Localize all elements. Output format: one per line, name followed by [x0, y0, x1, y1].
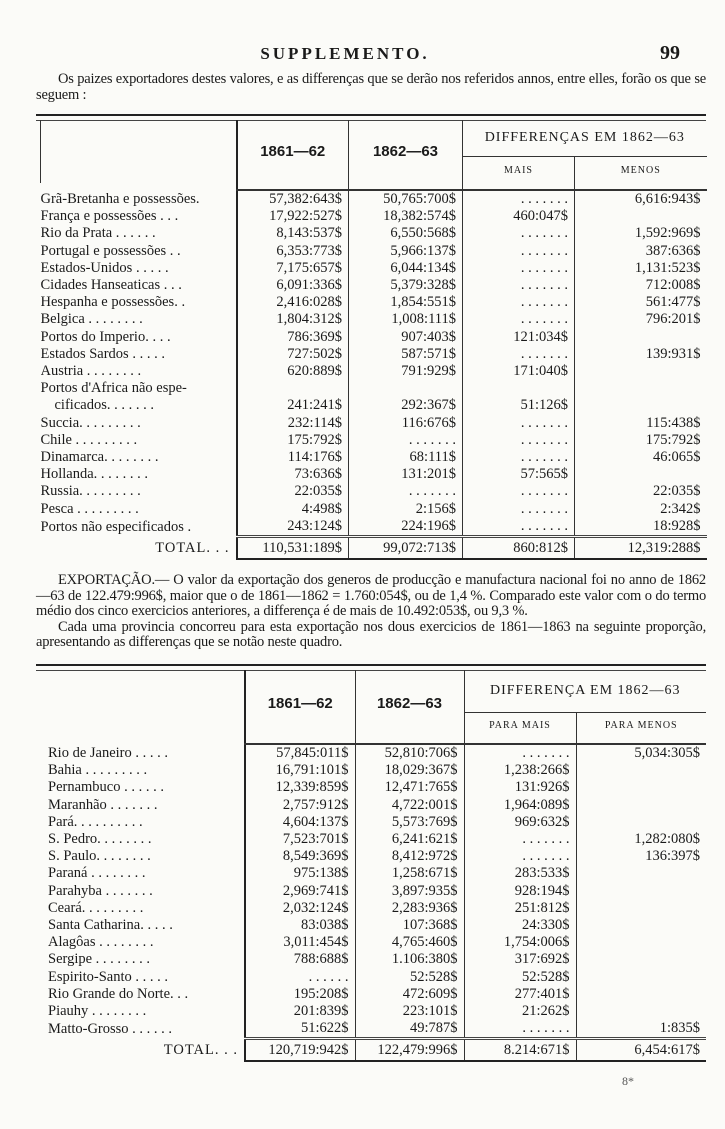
- value-1861-62: 7,523:701$: [245, 831, 355, 848]
- value-1862-63: 907:403$: [349, 329, 463, 346]
- diff-mais: 131:926$: [464, 779, 576, 796]
- intro-text: [36, 72, 706, 103]
- diff-menos: 387:636$: [575, 243, 707, 260]
- row-label: Belgica . . . . . . . .: [40, 311, 143, 328]
- exportation-text: [36, 573, 706, 651]
- row-label: Portugal e possessões . .: [40, 242, 181, 259]
- value-1862-63: 4,722:001$: [355, 797, 464, 814]
- diff-menos: 6,616:943$: [575, 190, 707, 208]
- value-1862-63: [349, 380, 463, 397]
- diff-menos: [576, 917, 706, 934]
- row-label: Chile . . . . . . . . .: [40, 431, 138, 448]
- value-1862-63: . . . . . . .: [349, 432, 463, 449]
- table-row: [41, 294, 707, 311]
- row-label: Portos não especificados .: [40, 518, 192, 535]
- diff-menos: [576, 883, 706, 900]
- value-1862-63: 587:571$: [349, 346, 463, 363]
- value-1862-63: 223:101$: [355, 1003, 464, 1020]
- value-1861-62: 786:369$: [237, 329, 349, 346]
- table-row: [48, 917, 706, 934]
- diff-mais: . . . . . . .: [463, 415, 575, 432]
- value-1861-62: 8,549:369$: [245, 848, 355, 865]
- diff-menos: [576, 762, 706, 779]
- value-1862-63: 107:368$: [355, 917, 464, 934]
- value-1862-63: 4,765:460$: [355, 934, 464, 951]
- diff-mais: . . . . . . .: [463, 518, 575, 537]
- table-row: [41, 311, 707, 328]
- diff-mais: 1,964:089$: [464, 797, 576, 814]
- value-1861-62: [237, 380, 349, 397]
- table-row: [48, 986, 706, 1003]
- table-row: [41, 260, 707, 277]
- diff-mais: 969:632$: [464, 814, 576, 831]
- value-1861-62: 3,011:454$: [245, 934, 355, 951]
- row-label: Cidades Hanseaticas . . .: [40, 277, 182, 294]
- exportation-paragraph: EXPORTAÇÃO.— O valor da exportação dos generos de producção e manufactura nacional foi no anno de 1862—63 de 122.479:996$, maior que o de 1861—1862 = 1.760:054$, ou de 1,4 %. Comparado este valor com o do termo médio dos cinco exercicios anteriores, a differença é de mais de 10.492:053$, ou 9,3 %.: [36, 572, 706, 619]
- row-label: Succia. . . . . . . . .: [40, 414, 141, 431]
- total-label: TOTAL. . .: [163, 1042, 238, 1059]
- diff-mais: . . . . . . .: [464, 848, 576, 865]
- diff-menos: 18:928$: [575, 518, 707, 537]
- value-1862-63: 52:528$: [355, 969, 464, 986]
- diff-mais: . . . . . . .: [463, 243, 575, 260]
- row-label: Pernambuco . . . . . .: [48, 779, 164, 796]
- row-label: Santa Catharina. . . . .: [48, 917, 173, 934]
- diff-menos: [575, 466, 707, 483]
- table-row: [48, 1003, 706, 1020]
- diff-menos: [576, 986, 706, 1003]
- value-1862-63: 292:367$: [349, 397, 463, 414]
- diff-mais: . . . . . . .: [464, 1020, 576, 1039]
- diff-mais: . . . . . . .: [463, 190, 575, 208]
- table-row: [41, 363, 707, 380]
- value-1861-62: 57,845:011$: [245, 744, 355, 762]
- differences-header: DIFFERENÇAS EM 1862—63: [463, 120, 707, 157]
- value-1862-63: 12,471:765$: [355, 779, 464, 796]
- table-body: [41, 190, 707, 564]
- page-number: 99: [660, 42, 680, 64]
- col-1861-62-header: 1861—62: [237, 120, 349, 183]
- value-1862-63: 131:201$: [349, 466, 463, 483]
- diff-mais: 51:126$: [463, 397, 575, 414]
- row-label: Matto-Grosso . . . . . .: [48, 1021, 173, 1037]
- row-label: Estados-Unidos . . . . .: [40, 259, 169, 276]
- diff-menos: 712:008$: [575, 277, 707, 294]
- value-1861-62: 788:688$: [245, 951, 355, 968]
- row-label: Bahia . . . . . . . . .: [48, 762, 148, 779]
- row-label: Ceará. . . . . . . . .: [48, 899, 144, 916]
- diff-menos: [575, 208, 707, 225]
- value-1861-62: 73:636$: [237, 466, 349, 483]
- label-header: [48, 670, 245, 737]
- value-1862-63: 2:156$: [349, 501, 463, 518]
- diff-menos: 46:065$: [575, 449, 707, 466]
- table-row: [48, 744, 706, 762]
- row-label: Paraná . . . . . . . .: [48, 865, 146, 882]
- diff-menos: 1,282:080$: [576, 831, 706, 848]
- value-1861-62: 241:241$: [237, 397, 349, 414]
- diff-mais: 460:047$: [463, 208, 575, 225]
- table-row: [41, 415, 707, 432]
- diff-mais: 171:040$: [463, 363, 575, 380]
- value-1862-63: 8,412:972$: [355, 848, 464, 865]
- diff-mais: 317:692$: [464, 951, 576, 968]
- row-label: Rio Grande do Norte. . .: [48, 985, 189, 1002]
- diff-menos: [576, 797, 706, 814]
- diff-menos: [575, 397, 707, 414]
- value-1862-63: 68:111$: [349, 449, 463, 466]
- total-diff-mais: 860:812$: [463, 537, 575, 560]
- value-1862-63: 791:929$: [349, 363, 463, 380]
- value-1861-62: 195:208$: [245, 986, 355, 1003]
- value-1861-62: 1,804:312$: [237, 311, 349, 328]
- table-row: [48, 900, 706, 917]
- value-1861-62: 175:792$: [237, 432, 349, 449]
- table-row: [48, 934, 706, 951]
- diff-menos: [576, 865, 706, 882]
- table-row: [41, 466, 707, 483]
- value-1861-62: 2,969:741$: [245, 883, 355, 900]
- row-label: Portos d'Africa não espe-: [40, 380, 187, 397]
- diff-mais: 251:812$: [464, 900, 576, 917]
- provinces-paragraph: Cada uma provincia concorreu para esta exportação nos dous exercicios de 1861—1863 na seguinte proporção, apresentando as differenças que se notão neste quadro.: [36, 618, 706, 650]
- value-1862-63: 224:196$: [349, 518, 463, 537]
- diff-mais: . . . . . . .: [463, 294, 575, 311]
- row-label: Maranhão . . . . . . .: [48, 796, 158, 813]
- exports-by-country-table: [40, 120, 707, 564]
- difference-header: DIFFERENÇA EM 1862—63: [464, 670, 706, 713]
- value-1861-62: 16,791:101$: [245, 762, 355, 779]
- diff-menos: 561:477$: [575, 294, 707, 311]
- table-row: [41, 397, 707, 414]
- value-1862-63: 1,258:671$: [355, 865, 464, 882]
- row-label: Pesca . . . . . . . . .: [40, 500, 139, 517]
- table-row: [48, 883, 706, 900]
- diff-menos: [576, 1003, 706, 1020]
- diff-menos: [575, 363, 707, 380]
- value-1862-63: . . . . . . .: [349, 483, 463, 500]
- row-label: S. Pedro. . . . . . . .: [48, 831, 152, 848]
- table-row: [41, 329, 707, 346]
- value-1862-63: 18,029:367$: [355, 762, 464, 779]
- diff-menos: 175:792$: [575, 432, 707, 449]
- total-value-1861-62: 110,531:189$: [237, 537, 349, 560]
- diff-menos: 136:397$: [576, 848, 706, 865]
- value-1862-63: 5,573:769$: [355, 814, 464, 831]
- diff-mais: 21:262$: [464, 1003, 576, 1020]
- row-label: Portos do Imperio. . . .: [40, 328, 171, 345]
- table-row: [41, 501, 707, 518]
- diff-menos: 139:931$: [575, 346, 707, 363]
- para-menos-header: PARA MENOS: [576, 713, 706, 738]
- row-label: Hollanda. . . . . . . .: [40, 466, 149, 483]
- diff-menos: [575, 329, 707, 346]
- table-row: [48, 779, 706, 796]
- diff-mais: . . . . . . .: [464, 831, 576, 848]
- menos-header: MENOS: [575, 157, 707, 184]
- diff-menos: [576, 934, 706, 951]
- diff-mais: . . . . . . .: [463, 260, 575, 277]
- table-row: [41, 518, 707, 537]
- table-row: [48, 951, 706, 968]
- table-row: [48, 848, 706, 865]
- value-1861-62: 7,175:657$: [237, 260, 349, 277]
- row-label: Espirito-Santo . . . . .: [48, 968, 169, 985]
- diff-mais: . . . . . . .: [463, 277, 575, 294]
- value-1862-63: 18,382:574$: [349, 208, 463, 225]
- diff-mais: 121:034$: [463, 329, 575, 346]
- row-label: S. Paulo. . . . . . . .: [48, 848, 151, 865]
- diff-mais: . . . . . . .: [463, 501, 575, 518]
- page-title: SUPPLEMENTO.: [260, 44, 430, 63]
- value-1861-62: 201:839$: [245, 1003, 355, 1020]
- total-row: [48, 1039, 706, 1062]
- table-row: [41, 380, 707, 397]
- diff-mais: 1,238:266$: [464, 762, 576, 779]
- diff-menos: 1,131:523$: [575, 260, 707, 277]
- row-label: Sergipe . . . . . . . .: [48, 951, 151, 968]
- table-row: [41, 243, 707, 260]
- total-diff-mais: 8.214:671$: [464, 1039, 576, 1062]
- diff-mais: . . . . . . .: [463, 346, 575, 363]
- diff-menos: 22:035$: [575, 483, 707, 500]
- value-1861-62: 2,416:028$: [237, 294, 349, 311]
- table-row: [41, 449, 707, 466]
- total-diff-menos: 12,319:288$: [575, 537, 707, 560]
- value-1861-62: 6,353:773$: [237, 243, 349, 260]
- table-row: [48, 1020, 706, 1039]
- diff-mais: 57:565$: [463, 466, 575, 483]
- table-row: [48, 797, 706, 814]
- diff-mais: 24:330$: [464, 917, 576, 934]
- table-row: [41, 346, 707, 363]
- table-row: [41, 483, 707, 500]
- col-1862-63-header: 1862—63: [349, 120, 463, 183]
- total-value-1862-63: 99,072:713$: [349, 537, 463, 560]
- diff-mais: 277:401$: [464, 986, 576, 1003]
- table-row: [41, 432, 707, 449]
- diff-mais: [463, 380, 575, 397]
- value-1862-63: 52,810:706$: [355, 744, 464, 762]
- total-label: TOTAL. . .: [155, 539, 230, 556]
- diff-mais: . . . . . . .: [463, 483, 575, 500]
- diff-mais: . . . . . . .: [463, 432, 575, 449]
- value-1861-62: 4:498$: [237, 501, 349, 518]
- total-value-1861-62: 120,719:942$: [245, 1039, 355, 1062]
- diff-menos: [576, 951, 706, 968]
- diff-menos: [576, 969, 706, 986]
- value-1861-62: 4,604:137$: [245, 814, 355, 831]
- value-1861-62: 243:124$: [237, 518, 349, 537]
- table-body: [48, 744, 706, 1066]
- table-row: [41, 208, 707, 225]
- signature-mark: 8*: [622, 1074, 634, 1088]
- row-label: Piauhy . . . . . . . .: [48, 1003, 147, 1020]
- row-label: Dinamarca. . . . . . . .: [40, 449, 159, 466]
- value-1862-63: 6,241:621$: [355, 831, 464, 848]
- row-label: Estados Sardos . . . . .: [40, 345, 165, 362]
- diff-menos: 2:342$: [575, 501, 707, 518]
- value-1862-63: 49:787$: [355, 1020, 464, 1039]
- value-1861-62: . . . . . .: [245, 969, 355, 986]
- total-value-1862-63: 122,479:996$: [355, 1039, 464, 1062]
- diff-mais: . . . . . . .: [463, 449, 575, 466]
- value-1861-62: 232:114$: [237, 415, 349, 432]
- value-1861-62: 51:622$: [245, 1020, 355, 1039]
- value-1862-63: 5,966:137$: [349, 243, 463, 260]
- diff-menos: 1:835$: [576, 1020, 706, 1039]
- value-1861-62: 975:138$: [245, 865, 355, 882]
- diff-mais: . . . . . . .: [463, 225, 575, 242]
- row-label: Russia. . . . . . . . .: [40, 483, 141, 500]
- value-1862-63: 6,550:568$: [349, 225, 463, 242]
- diff-mais: 928:194$: [464, 883, 576, 900]
- diff-menos: [576, 900, 706, 917]
- value-1861-62: 6,091:336$: [237, 277, 349, 294]
- diff-menos: [576, 779, 706, 796]
- value-1862-63: 1,008:111$: [349, 311, 463, 328]
- table-row: [48, 814, 706, 831]
- row-label: Parahyba . . . . . . .: [48, 882, 153, 899]
- diff-mais: 52:528$: [464, 969, 576, 986]
- value-1861-62: 57,382:643$: [237, 190, 349, 208]
- value-1862-63: 5,379:328$: [349, 277, 463, 294]
- value-1862-63: 2,283:936$: [355, 900, 464, 917]
- value-1862-63: 3,897:935$: [355, 883, 464, 900]
- diff-menos: [576, 814, 706, 831]
- table-row: [48, 762, 706, 779]
- value-1862-63: 116:676$: [349, 415, 463, 432]
- row-label: Austria . . . . . . . .: [40, 363, 142, 380]
- col-1861-62-header: 1861—62: [245, 670, 355, 737]
- diff-mais: 283:533$: [464, 865, 576, 882]
- row-label: Hespanha e possessões. .: [40, 294, 186, 311]
- value-1862-63: 6,044:134$: [349, 260, 463, 277]
- value-1861-62: 83:038$: [245, 917, 355, 934]
- diff-menos: [575, 380, 707, 397]
- label-header: [41, 120, 237, 183]
- table-row: [48, 865, 706, 882]
- value-1861-62: 17,922:527$: [237, 208, 349, 225]
- bottom-rule-row: [48, 1061, 706, 1066]
- diff-mais: . . . . . . .: [464, 744, 576, 762]
- diff-menos: 115:438$: [575, 415, 707, 432]
- bottom-rule-row: [41, 559, 707, 564]
- col-1862-63-header: 1862—63: [355, 670, 464, 737]
- value-1861-62: 2,032:124$: [245, 900, 355, 917]
- diff-menos: 5,034:305$: [576, 744, 706, 762]
- row-label: França e possessões . . .: [40, 208, 179, 225]
- diff-mais: . . . . . . .: [463, 311, 575, 328]
- total-row: [41, 537, 707, 560]
- mais-header: MAIS: [463, 157, 575, 184]
- value-1861-62: 2,757:912$: [245, 797, 355, 814]
- value-1862-63: 472:609$: [355, 986, 464, 1003]
- intro-paragraph: Os paizes exportadores destes valores, e as differenças que se derão nos referidos annos, entre elles, forão os que se seguem :: [36, 71, 706, 103]
- value-1861-62: 22:035$: [237, 483, 349, 500]
- value-1862-63: 1,854:551$: [349, 294, 463, 311]
- diff-menos: 1,592:969$: [575, 225, 707, 242]
- table-row: [48, 969, 706, 986]
- row-label: cificados. . . . . . .: [54, 397, 154, 414]
- para-mais-header: PARA MAIS: [464, 713, 576, 738]
- exports-by-province-table: [48, 670, 706, 1066]
- row-label: Pará. . . . . . . . . .: [48, 813, 143, 830]
- value-1861-62: 114:176$: [237, 449, 349, 466]
- value-1862-63: 50,765:700$: [349, 190, 463, 208]
- table-row: [41, 277, 707, 294]
- row-label: Rio de Janeiro . . . . .: [48, 744, 169, 761]
- row-label: Grã-Bretanha e possessões.: [40, 190, 200, 207]
- diff-menos: 796:201$: [575, 311, 707, 328]
- total-diff-menos: 6,454:617$: [576, 1039, 706, 1062]
- table-row: [48, 831, 706, 848]
- value-1861-62: 620:889$: [237, 363, 349, 380]
- row-label: Alagôas . . . . . . . .: [48, 934, 154, 951]
- value-1861-62: 12,339:859$: [245, 779, 355, 796]
- value-1862-63: 1.106:380$: [355, 951, 464, 968]
- value-1861-62: 727:502$: [237, 346, 349, 363]
- table-row: [41, 190, 707, 208]
- table-row: [41, 225, 707, 242]
- row-label: Rio da Prata . . . . . .: [40, 225, 156, 242]
- value-1861-62: 8,143:537$: [237, 225, 349, 242]
- diff-mais: 1,754:006$: [464, 934, 576, 951]
